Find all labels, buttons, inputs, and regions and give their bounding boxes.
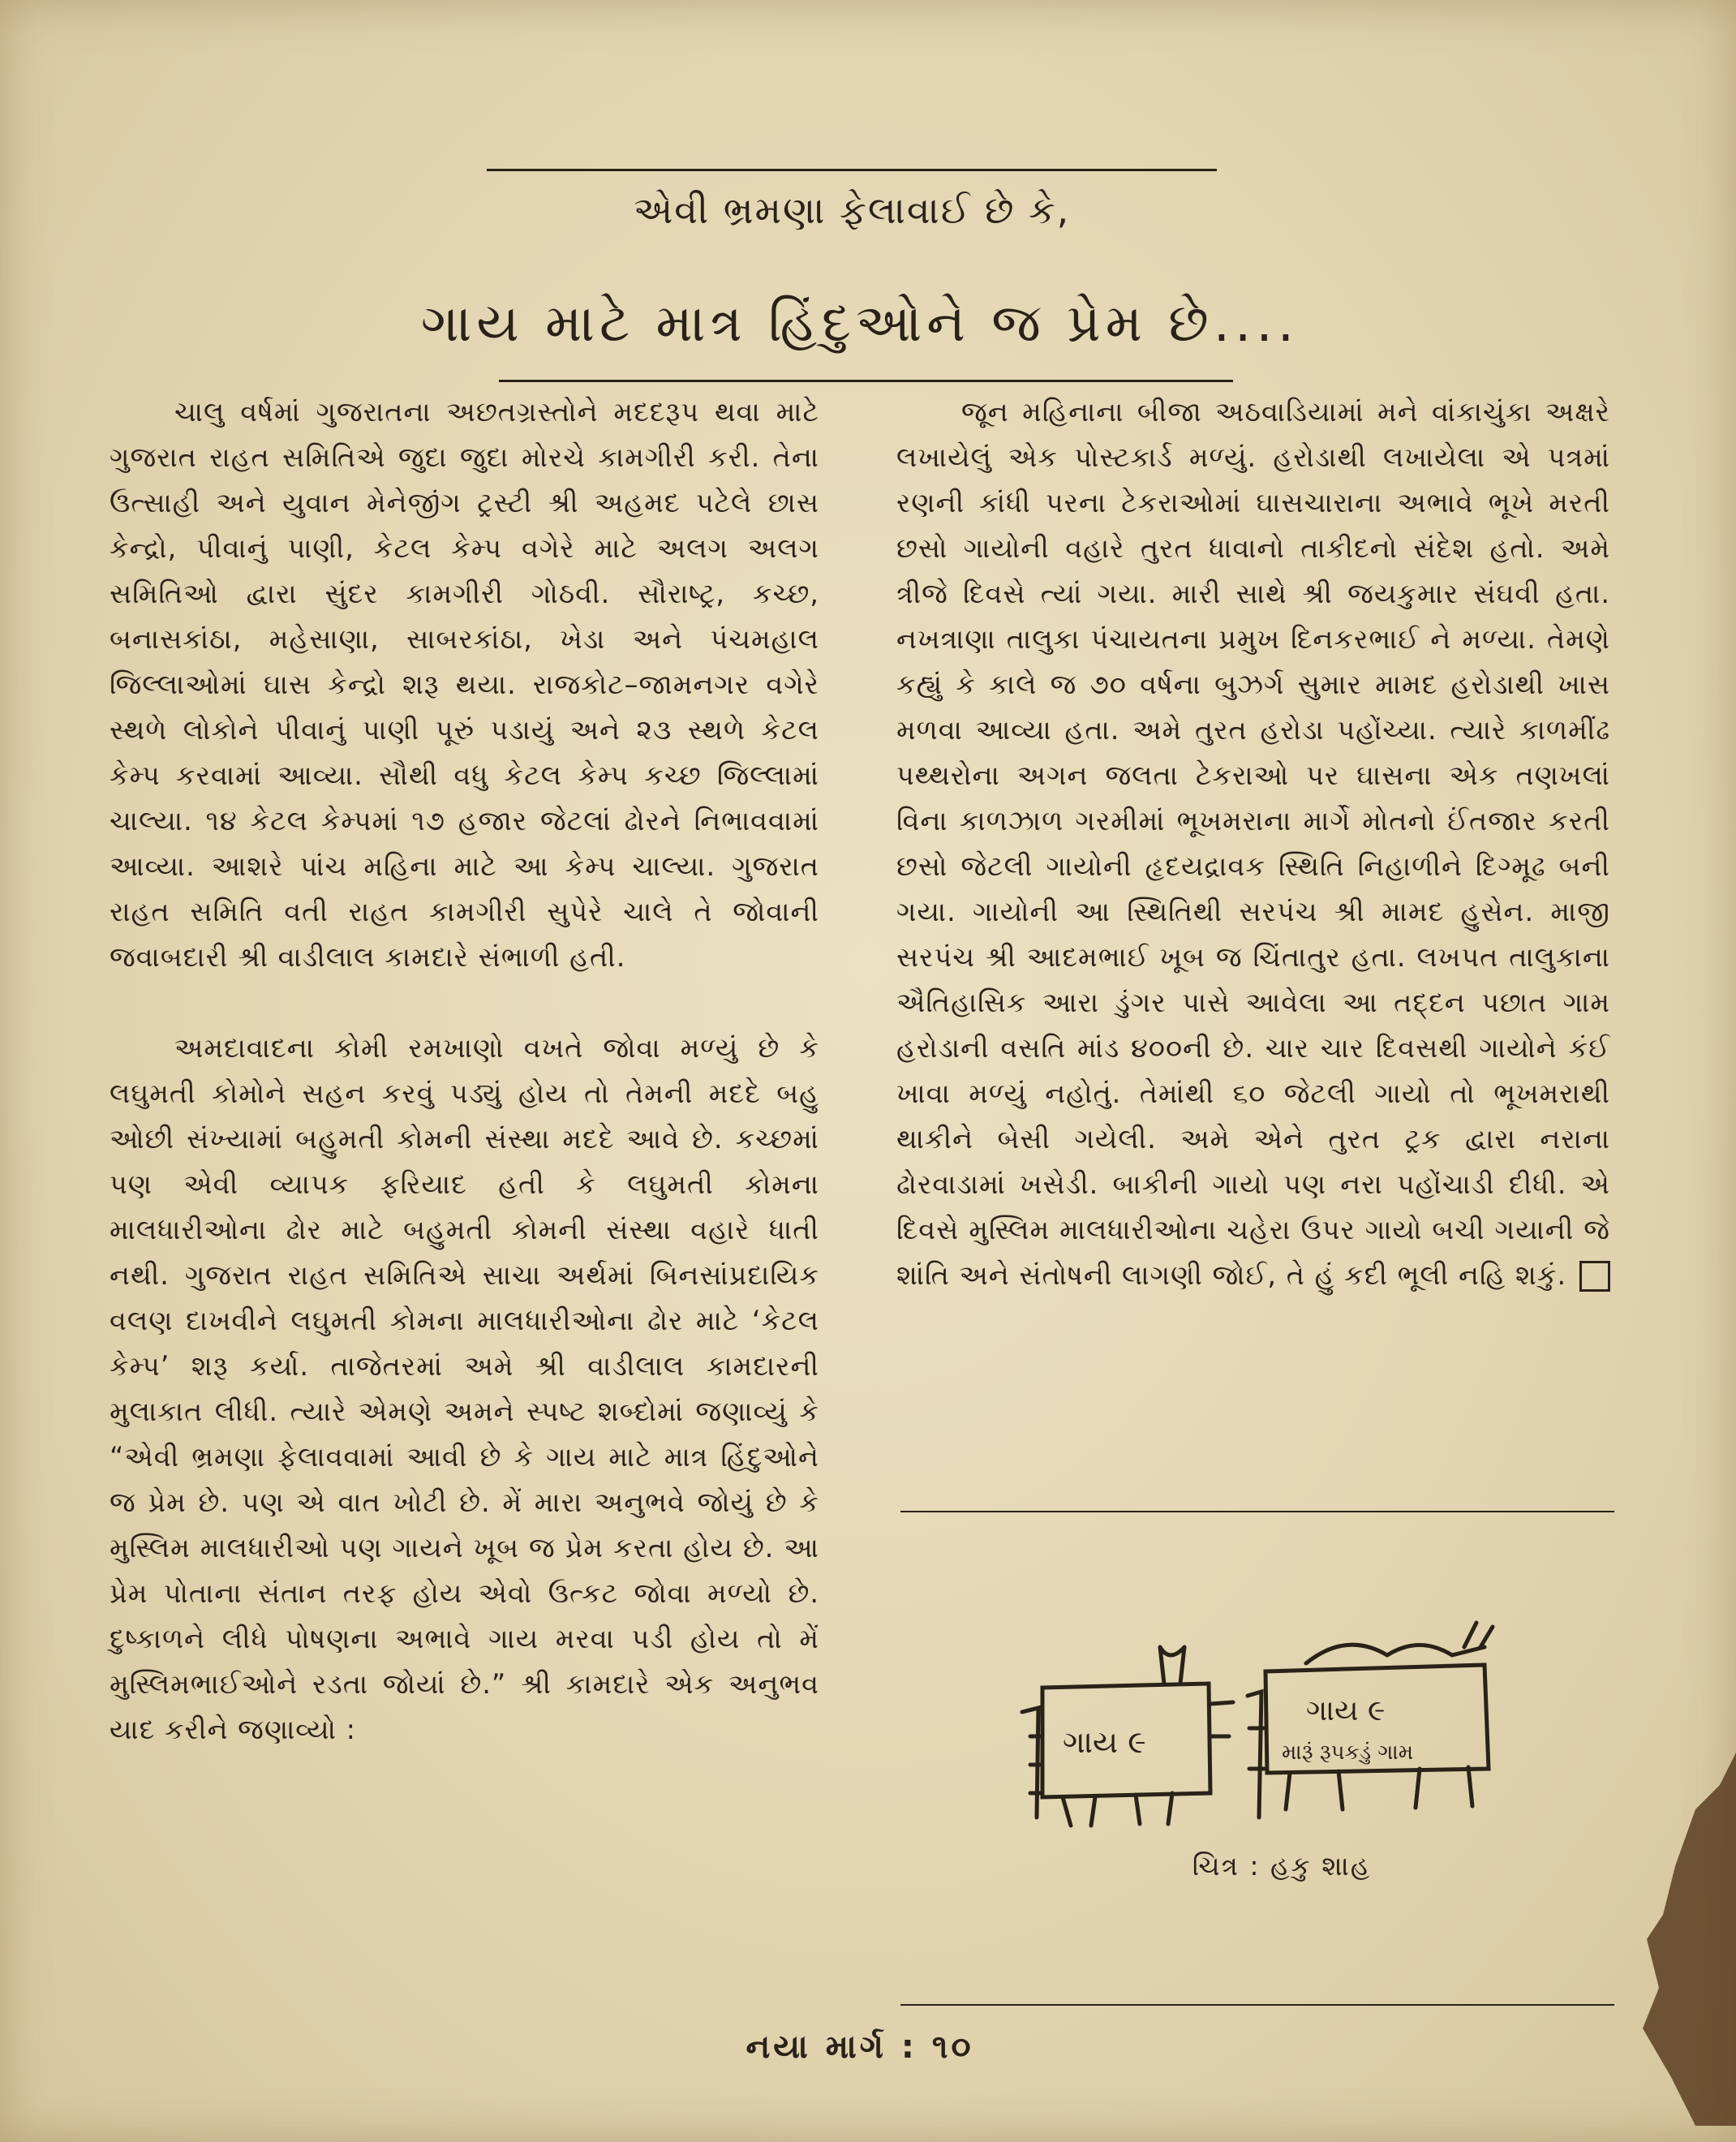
story-end-rule	[900, 1511, 1614, 1512]
top-rule	[487, 169, 1217, 171]
left-paragraph-1: ચાલુ વર્ષમાં ગુજરાતના અછતગ્રસ્તોને મદદરૂપ થવા માટે ગુજરાત રાહત સમિતિએ જુદા જુદા મોરચે કામગીરી કરી. તેના ઉત્સાહી અને યુવાન મેનેજીંગ ટ્રસ્ટી શ્રી અહમદ પટેલે છાસ કેન્દ્રો, પીવાનું પાણી, કેટલ કેમ્પ વગેરે માટે અલગ અલગ સમિતિઓ દ્વારા સુંદર કામગીરી ગોઠવી. સૌરાષ્ટ્ર, કચ્છ, બનાસકાંઠા, મહેસાણા, સાબરકાંઠા, ખેડા અને પંચમહાલ જિલ્લાઓમાં ઘાસ કેન્દ્રો શરૂ થયા. રાજકોટ–જામનગર વગેરે સ્થળે લોકોને પીવાનું પાણી પૂરું પડાયું અને ૨૩ સ્થળે કેટલ કેમ્પ કરવામાં આવ્યા. સૌથી વધુ કેટલ કેમ્પ કચ્છ જિલ્લામાં ચાલ્યા. ૧૪ કેટલ કેમ્પમાં ૧૭ હજાર જેટલાં ઢોરને નિભાવવામાં આવ્યા. આશરે પાંચ મહિના માટે આ કેમ્પ ચાલ્યા. ગુજરાત રાહત સમિતિ વતી રાહત કામગીરી સુપેરે ચાલે તે જોવાની જવાબદારી શ્રી વાડીલાલ કામદારે સંભાળી હતી.	[110, 396, 819, 973]
left-card-text: ગાય ૯	[1063, 1724, 1146, 1760]
left-paragraph-2: અમદાવાદના કોમી રમખાણો વખતે જોવા મળ્યું છે કે લઘુમતી કોમોને સહન કરવું પડ્યું હોય તો તેમની મદદે બહુ ઓછી સંખ્યામાં બહુમતી કોમની સંસ્થા મદદે આવે છે. કચ્છમાં પણ એવી વ્યાપક ફરિયાદ હતી કે લઘુમતી કોમના માલધારીઓના ઢોર માટે બહુમતી કોમની સંસ્થા વહારે ધાતી નથી. ગુજરાત રાહત સમિતિએ સાચા અર્થમાં બિનસાંપ્રદાયિક વલણ દાખવીને લઘુમતી કોમના માલધારીઓના ઢોર માટે ‘કેટલ કેમ્પ’ શરૂ કર્યા. તાજેતરમાં અમે શ્રી વાડીલાલ કામદારની મુલાકાત લીધી. ત્યારે એમણે અમને સ્પષ્ટ શબ્દોમાં જણાવ્યું કે “એવી ભ્રમણા ફેલાવવામાં આવી છે કે ગાય માટે માત્ર હિંદુઓને જ પ્રેમ છે. પણ એ વાત ખોટી છે. મેં મારા અનુભવે જોયું છે કે મુસ્લિમ માલધારીઓ પણ ગાયને ખૂબ જ પ્રેમ કરતા હોય છે. આ પ્રેમ પોતાના સંતાન તરફ હોય એવો ઉત્કટ જોવા મળ્યો છે. દુષ્કાળને લીધે પોષણના અભાવે ગાય મરવા પડી હોય તો મેં મુસ્લિમભાઈઓને રડતા જોયાં છે.” શ્રી કામદારે એક અનુભવ યાદ કરીને જણાવ્યો :	[110, 1032, 819, 1745]
left-card-arrows	[1210, 1702, 1233, 1736]
right-column	[896, 389, 1610, 1298]
left-column	[110, 389, 819, 1753]
bottom-right-rule	[900, 2004, 1614, 2006]
right-fence-post	[1248, 1692, 1264, 1817]
end-mark-box	[1579, 1261, 1610, 1292]
right-card-text: ગાય ૯	[1306, 1694, 1386, 1727]
illustration-credit: ચિત્ર : હકુ શાહ	[1192, 1850, 1372, 1882]
torn-page-edge	[1598, 1753, 1736, 2126]
left-fence-post	[1022, 1708, 1042, 1817]
article-kicker: એવી ભ્રમણા ફેલાવાઈ છે કે,	[633, 188, 1071, 232]
right-cow-back	[1306, 1645, 1485, 1663]
headline-underline	[499, 380, 1233, 382]
article-headline: ગાય માટે માત્ર હિંદુઓને જ પ્રેમ છે....	[420, 294, 1300, 354]
cow-sign-illustration	[998, 1615, 1517, 1834]
right-card-caption: મારૂં રૂપકડું ગામ	[1282, 1740, 1414, 1765]
left-cow-horns	[1160, 1647, 1184, 1684]
right-paragraph-1: જૂન મહિનાના બીજા અઠવાડિયામાં મને વાંકાચુંકા અક્ષરે લખાયેલું એક પોસ્ટકાર્ડ મળ્યું. હરોડાથી લખાયેલા એ પત્રમાં રણની કાંધી પરના ટેકરાઓમાં ઘાસચારાના અભાવે ભૂખે મરતી છસો ગાયોની વહારે તુરત ધાવાનો તાકીદનો સંદેશ હતો. અમે ત્રીજે દિવસે ત્યાં ગયા. મારી સાથે શ્રી જયકુમાર સંઘવી હતા. નખત્રાણા તાલુકા પંચાયતના પ્રમુખ દિનકરભાઈ ને મળ્યા. તેમણે કહ્યું કે કાલે જ ૭૦ વર્ષના બુઝર્ગ સુમાર મામદ હરોડાથી ખાસ મળવા આવ્યા હતા. અમે તુરત હરોડા પહોંચ્યા. ત્યારે કાળમીંઢ પથ્થરોના અગન જલતા ટેકરાઓ પર ઘાસના એક તણખલાં વિના કાળઝાળ ગરમીમાં ભૂખમરાના માર્ગે મોતનો ઈંતજાર કરતી છસો જેટલી ગાયોની હૃદયદ્રાવક સ્થિતિ નિહાળીને દિગ્મૂઢ બની ગયા. ગાયોની આ સ્થિતિથી સરપંચ શ્રી મામદ હુસેન. માજી સરપંચ શ્રી આદમભાઈ ખૂબ જ ચિંતાતુર હતા. લખપત તાલુકાના ઐતિહાસિક આરા ડુંગર પાસે આવેલા આ તદ્દન પછાત ગામ હરોડાની વસતિ માંડ ૪૦૦ની છે. ચાર ચાર દિવસથી ગાયોને કંઈ ખાવા મળ્યું નહોતું. તેમાંથી ૬૦ જેટલી ગાયો તો ભૂખમરાથી થાકીને બેસી ગયેલી. અમે એને તુરત ટ્રક દ્વારા નરાના ઢોરવાડામાં ખસેડી. બાકીની ગાયો પણ નરા પહોંચાડી દીધી. એ દિવસે મુસ્લિમ માલધારીઓના ચહેરા ઉપર ગાયો બચી ગયાની જે શાંતિ અને સંતોષની લાગણી જોઈ, તે હું કદી ભૂલી નહિ શકું.	[896, 396, 1610, 1291]
right-cow-horns	[1464, 1623, 1493, 1647]
page-footer: નયા માર્ગ : ૧૦	[746, 2028, 974, 2066]
